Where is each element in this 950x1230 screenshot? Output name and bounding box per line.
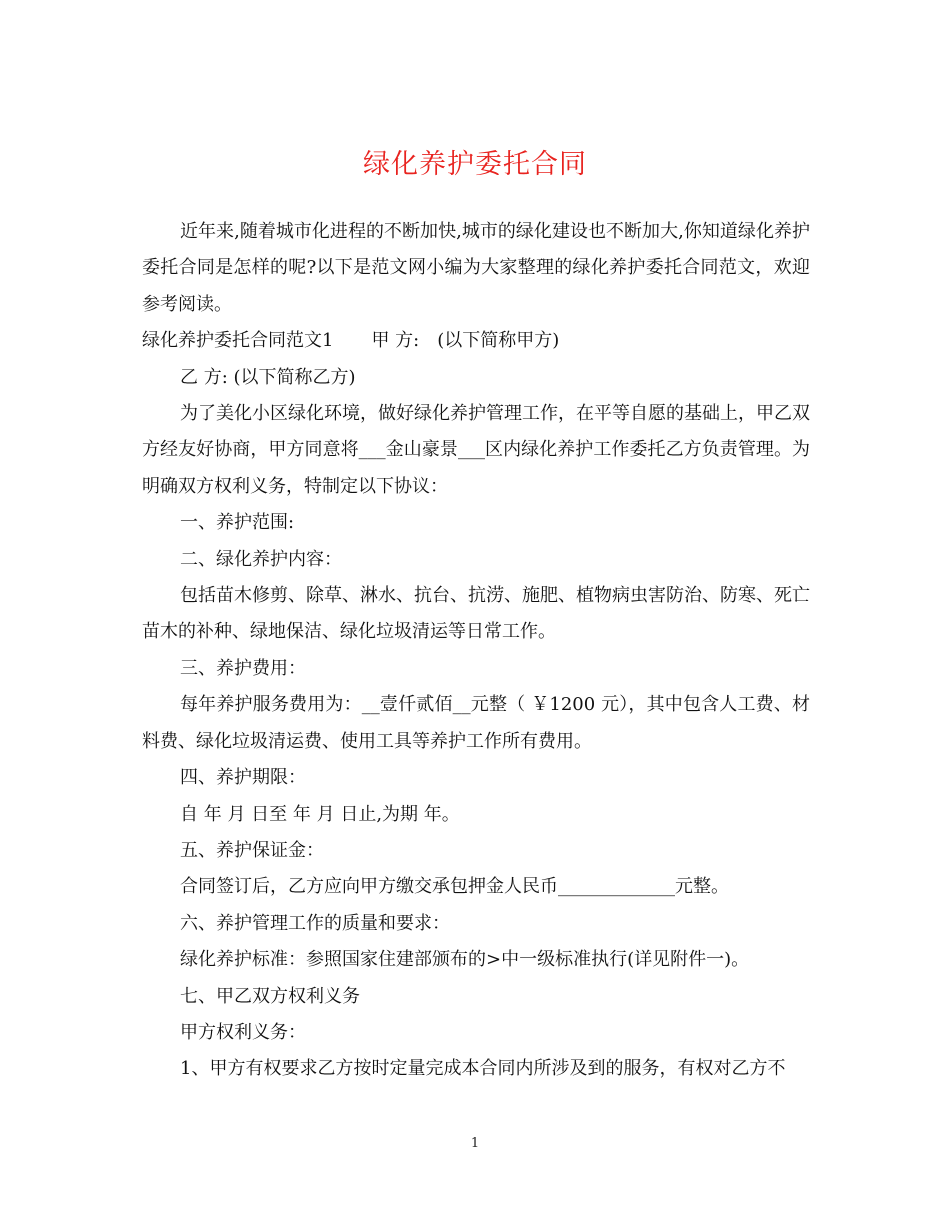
section-6-heading: 六、养护管理工作的质量和要求： <box>180 912 450 934</box>
contract-sample-title: 绿化养护委托合同范文1 <box>142 330 334 352</box>
section-3-text: 每年养护服务费用为：__壹仟贰佰__元整（ ￥1200 元），其中包含人工费、材料费、绿化垃圾清运费、使用工具等养护工作所有费用。 <box>142 694 810 752</box>
page-number: 1 <box>470 1136 480 1151</box>
purpose-paragraph: 为了美化小区绿化环境，做好绿化养护管理工作，在平等自愿的基础上，甲乙双方经友好协商，甲方同意将___金山豪景___区内绿化养护工作委托乙方负责管理。为明确双方权利义务，特制定以下协议： <box>142 403 810 497</box>
party-a-note: (以下简称甲方) <box>437 330 560 352</box>
section-5-text: 合同签订后，乙方应向甲方缴交承包押金人民币_____________元整。 <box>180 876 729 898</box>
section-7-heading: 七、甲乙双方权利义务 <box>180 985 360 1007</box>
section-7-subheading: 甲方权利义务： <box>180 1021 306 1043</box>
section-7-item-1: 1、甲方有权要求乙方按时定量完成本合同内所涉及到的服务，有权对乙方不 <box>180 1058 786 1080</box>
contract-heading-line <box>142 323 810 359</box>
document-body <box>142 214 810 1088</box>
party-a-label: 甲 方: <box>371 330 420 352</box>
section-6-text: 绿化养护标准：参照国家住建部颁布的>中一级标准执行(详见附件一)。 <box>180 949 750 971</box>
document-title: 绿化养护委托合同 <box>363 149 587 180</box>
section-4-heading: 四、养护期限： <box>180 767 306 789</box>
section-3-heading: 三、养护费用： <box>180 657 306 679</box>
section-2-heading: 二、绿化养护内容： <box>180 548 342 570</box>
party-b-line: 乙 方: (以下简称乙方) <box>180 366 356 388</box>
section-5-heading: 五、养护保证金： <box>180 839 324 861</box>
section-2-text: 包括苗木修剪、除草、淋水、抗台、抗涝、施肥、植物病虫害防治、防寒、死亡苗木的补种、绿地保洁、绿化垃圾清运等日常工作。 <box>142 585 810 643</box>
intro-paragraph: 近年来,随着城市化进程的不断加快,城市的绿化建设也不断加大,你知道绿化养护委托合同是怎样的呢?以下是范文网小编为大家整理的绿化养护委托合同范文，欢迎参考阅读。 <box>142 221 810 315</box>
section-4-text: 自 年 月 日至 年 月 日止,为期 年。 <box>180 803 460 825</box>
section-1-heading: 一、养护范围: <box>180 512 295 534</box>
